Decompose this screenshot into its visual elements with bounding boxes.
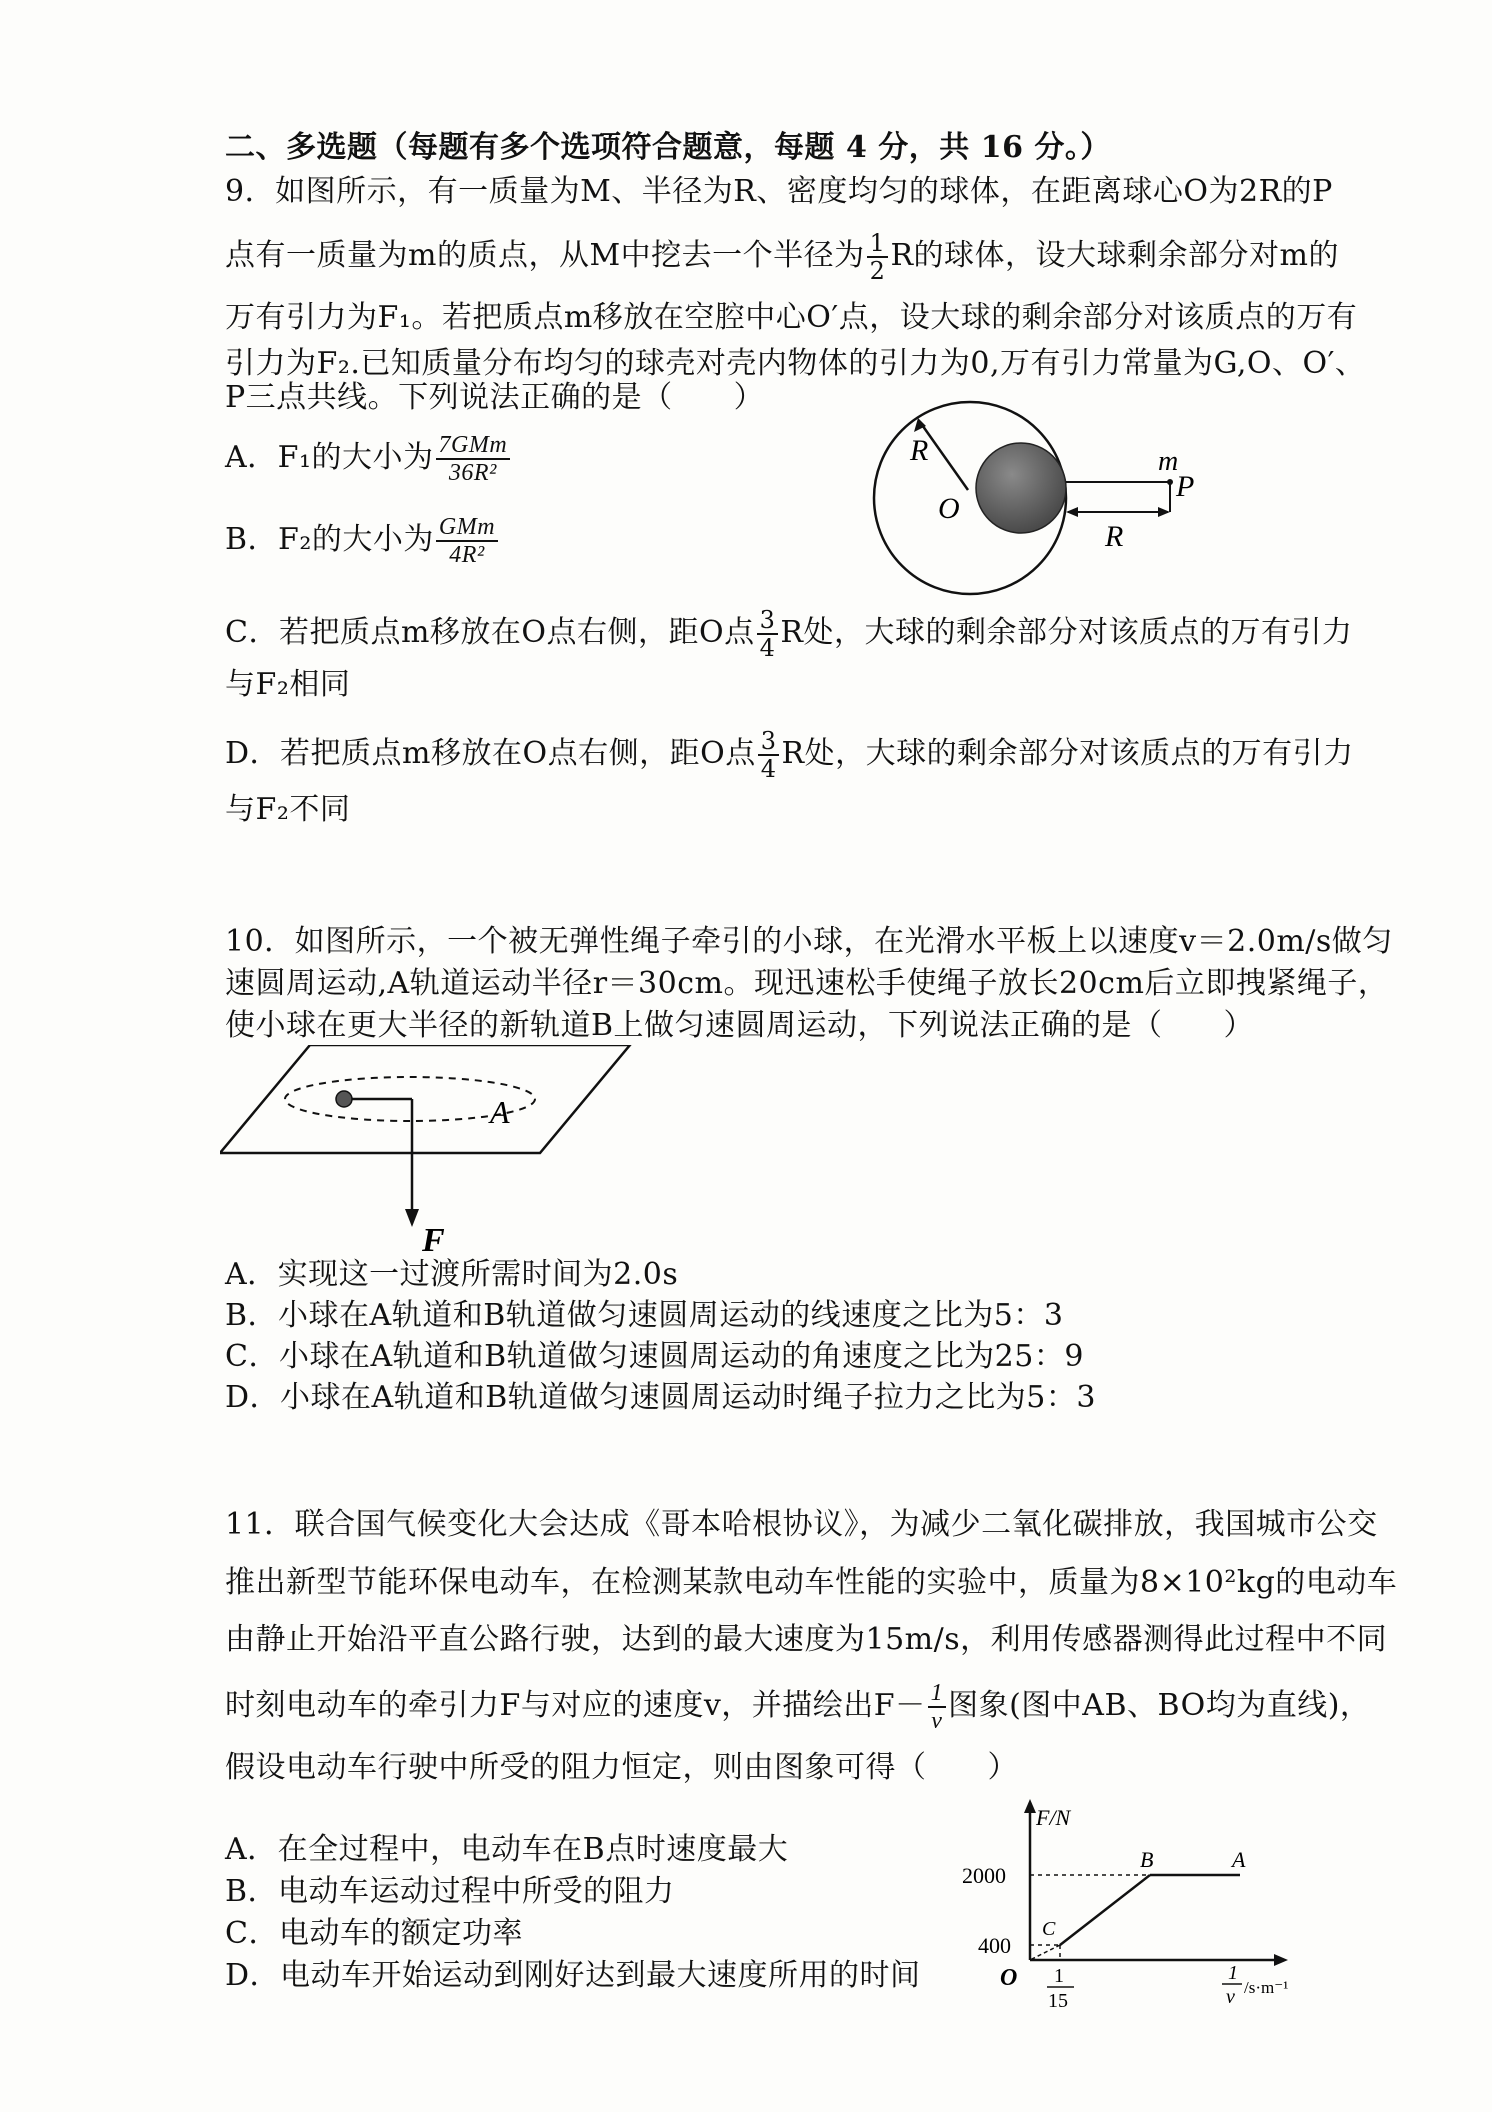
distance-arrowhead-left — [1066, 507, 1078, 517]
label-o: O — [938, 492, 960, 525]
q9-option-b-num: GMm — [436, 514, 498, 542]
q11-option-d: D．电动车开始运动到刚好达到最大速度所用的时间 — [225, 1958, 921, 1993]
x-axis-label-num: 1 — [1228, 1962, 1238, 1984]
q9-option-d-fraction — [758, 728, 780, 782]
q9-half-fraction — [867, 230, 889, 284]
q11-line4-text-b: 图象(图中AB、BO均为直线)， — [948, 1688, 1371, 1723]
q9-option-b-den: 4R² — [449, 542, 485, 568]
q11-frac-num: 1 — [928, 1680, 947, 1708]
small-sphere-cavity — [976, 443, 1066, 533]
q9-option-a-den: 36R² — [448, 460, 497, 486]
label-m: m — [1158, 446, 1179, 477]
q10-line1: 10．如图所示，一个被无弹性绳子牵引的小球，在光滑水平板上以速度v＝2.0m/s做匀 — [225, 924, 1393, 959]
q9-line1: 9．如图所示，有一质量为M、半径为R、密度均匀的球体，在距离球心O为2R的P — [225, 174, 1333, 209]
q9-option-c-fraction — [757, 607, 779, 661]
q11-line4-text-a: 时刻电动车的牵引力F与对应的速度v，并描绘出F－ — [225, 1688, 926, 1723]
q9-option-c-den: 4 — [759, 634, 776, 662]
q9-option-a-fraction — [436, 432, 511, 486]
q9-option-b-text: B．F₂的大小为 — [225, 522, 434, 557]
q9-line4: 引力为F₂.已知质量分布均匀的球壳对壳内物体的引力为0,万有引力常量为G,O、O′、 — [225, 346, 1366, 381]
q9-line2-text-a: 点有一质量为m的质点，从M中挖去一个半径为 — [225, 238, 865, 273]
q10-option-d: D．小球在A轨道和B轨道做匀速圆周运动时绳子拉力之比为5：3 — [225, 1380, 1096, 1415]
q11-frac-den: v — [931, 1708, 943, 1734]
q11-line5: 假设电动车行驶中所受的阻力恒定，则由图象可得（ ） — [225, 1750, 1018, 1785]
q9-option-d-text-a: D．若把质点m移放在O点右侧，距O点 — [225, 736, 756, 771]
label-f-force: F — [422, 1222, 445, 1255]
horizontal-plate — [220, 1045, 630, 1153]
q11-inverse-v-fraction — [928, 1680, 947, 1734]
y-axis-label: F/N — [1036, 1805, 1071, 1830]
q10-option-b: B．小球在A轨道和B轨道做匀速圆周运动的线速度之比为5：3 — [225, 1298, 1064, 1333]
q9-option-d-den: 4 — [760, 755, 777, 783]
q9-option-c-cont: 与F₂相同 — [225, 667, 351, 702]
label-r-distance: R — [1105, 520, 1124, 553]
force-arrowhead — [405, 1209, 419, 1227]
q9-option-c-num: 3 — [757, 607, 779, 635]
q9-sphere-figure — [860, 400, 1220, 600]
point-a-label: A — [1232, 1847, 1246, 1872]
q11-line3: 由静止开始沿平直公路行驶，达到的最大速度为15m/s，利用传感器测得此过程中不同 — [225, 1622, 1388, 1657]
x-tick-num: 1 — [1054, 1965, 1064, 1987]
small-ball — [336, 1091, 352, 1107]
q11-f-inverse-v-graph — [950, 1795, 1310, 2015]
q9-frac-den: 2 — [869, 257, 886, 285]
q9-option-a — [225, 432, 512, 486]
q9-option-a-text: A．F₁的大小为 — [225, 440, 434, 475]
point-p-dot — [1167, 479, 1173, 485]
q10-line2: 速圆周运动,A轨道运动半径r＝30cm。现迅速松手使绳子放长20cm后立即拽紧绳子， — [225, 966, 1389, 1001]
q9-option-c-text-a: C．若把质点m移放在O点右侧，距O点 — [225, 615, 755, 650]
q10-option-c: C．小球在A轨道和B轨道做匀速圆周运动的角速度之比为25：9 — [225, 1339, 1084, 1374]
q11-option-b: B．电动车运动过程中所受的阻力 — [225, 1874, 675, 1909]
q9-line2 — [225, 230, 1339, 284]
label-r-radius: R — [910, 434, 929, 467]
q9-option-c-text-b: R处，大球的剩余部分对该质点的万有引力 — [780, 615, 1353, 650]
y-axis-arrowhead — [1024, 1799, 1036, 1813]
tick-label-400: 400 — [978, 1933, 1011, 1958]
q11-option-a: A．在全过程中，电动车在B点时速度最大 — [225, 1832, 789, 1867]
segment-bc — [1060, 1875, 1150, 1945]
q9-option-a-num: 7GMm — [436, 432, 511, 460]
q11-line1: 11．联合国气候变化大会达成《哥本哈根协议》，为减少二氧化碳排放，我国城市公交 — [225, 1507, 1378, 1542]
q11-option-c: C．电动车的额定功率 — [225, 1916, 523, 1951]
label-p: P — [1176, 470, 1195, 503]
x-tick-den: 15 — [1048, 1990, 1068, 2012]
q9-option-b-fraction — [436, 514, 498, 568]
q9-option-d-text-b: R处，大球的剩余部分对该质点的万有引力 — [781, 736, 1354, 771]
point-b-label: B — [1140, 1847, 1154, 1872]
q10-option-a: A．实现这一过渡所需时间为2.0s — [225, 1257, 679, 1292]
q9-line2-text-b: R的球体，设大球剩余部分对m的 — [890, 238, 1339, 273]
q9-option-d-num: 3 — [758, 728, 780, 756]
origin-label: O — [1000, 1965, 1018, 1991]
tick-label-2000: 2000 — [962, 1863, 1006, 1888]
section-title: 二、多选题（每题有多个选项符合题意，每题 4 分，共 16 分。） — [225, 130, 1111, 165]
segment-co-dashed — [1030, 1945, 1060, 1960]
x-axis-label-unit: /s·m⁻¹ — [1244, 1978, 1289, 1997]
point-c-label: C — [1042, 1918, 1056, 1940]
q9-option-b — [225, 514, 500, 568]
q9-frac-num: 1 — [867, 230, 889, 258]
q9-option-d-cont: 与F₂不同 — [225, 792, 351, 827]
label-a-orbit: A — [490, 1094, 510, 1130]
x-axis-arrowhead — [1274, 1954, 1288, 1966]
q9-option-d — [225, 728, 1354, 782]
q11-line4 — [225, 1680, 1370, 1734]
x-axis-label-den: v — [1226, 1986, 1235, 2008]
q10-line3: 使小球在更大半径的新轨道B上做匀速圆周运动，下列说法正确的是（ ） — [225, 1008, 1255, 1043]
q9-option-c — [225, 607, 1352, 661]
q11-line2: 推出新型节能环保电动车，在检测某款电动车性能的实验中，质量为8×10²kg的电动车 — [225, 1565, 1398, 1600]
q9-line3: 万有引力为F₁。若把质点m移放在空腔中心O′点，设大球的剩余部分对该质点的万有 — [225, 300, 1358, 335]
q9-line5: P三点共线。下列说法正确的是（ ） — [225, 380, 765, 415]
q10-plate-figure — [220, 1045, 640, 1255]
distance-arrowhead-right — [1158, 507, 1170, 517]
